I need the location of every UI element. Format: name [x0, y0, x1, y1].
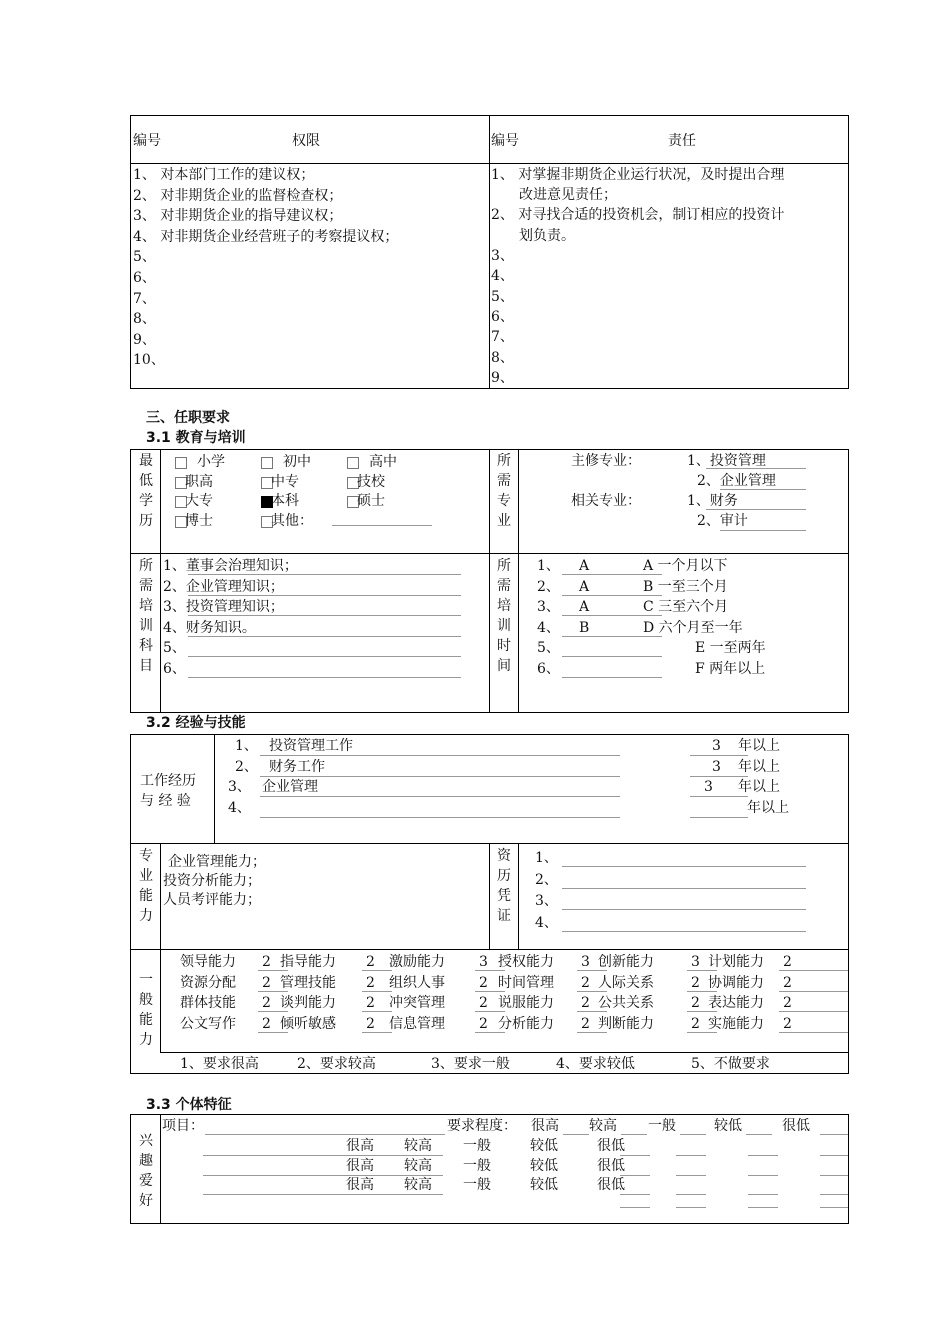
- education-option-label: 其他：: [271, 512, 313, 529]
- ability-level: 2: [691, 1015, 700, 1032]
- interest-level: 较低: [530, 1177, 558, 1193]
- underline: [203, 1194, 443, 1195]
- label-char: 历: [139, 513, 153, 529]
- ability-name: 公共关系: [598, 995, 654, 1011]
- ability-level: 2: [366, 1015, 375, 1032]
- underline: [203, 1155, 443, 1156]
- underline: [205, 1134, 445, 1135]
- authority-item: 4、 对非期货企业经营班子的考察提议权；: [133, 228, 399, 245]
- authority-item: 2、 对非期货企业的监督检查权；: [133, 187, 343, 204]
- training-time-num: 4、: [537, 619, 560, 636]
- authority-item: 1、 对本部门工作的建议权；: [133, 167, 315, 183]
- major-underline: [706, 468, 806, 469]
- label-char: 时: [497, 638, 511, 654]
- label-char: 凭: [497, 888, 511, 904]
- education-option-label: 初中: [283, 454, 311, 470]
- training-time-legend: A 一个月以下: [643, 558, 728, 574]
- resp-item: 4、: [491, 268, 514, 285]
- resp-item: 9、: [491, 369, 514, 386]
- underline: [779, 991, 809, 992]
- underline: [562, 574, 662, 575]
- ability-level: 2: [479, 974, 488, 991]
- underline: [563, 1134, 589, 1135]
- underline: [562, 656, 662, 657]
- training-time-legend: F 两年以上: [695, 660, 766, 677]
- major-underline: [706, 509, 806, 510]
- exp-col: [214, 734, 215, 843]
- underline: [779, 1011, 809, 1012]
- label-char: 间: [497, 658, 511, 674]
- resp-item: 5、: [491, 288, 514, 305]
- underline: [258, 991, 288, 992]
- underline: [820, 1194, 848, 1195]
- ability-legend-item: 1、要求很高: [180, 1056, 259, 1072]
- label-char: 趣: [139, 1153, 153, 1169]
- underline: [577, 970, 607, 971]
- training-time-legend: C 三至六个月: [643, 599, 729, 615]
- ability-name: 公文写作: [180, 1015, 236, 1032]
- underline: [676, 1194, 706, 1195]
- ability-name: 人际关系: [598, 974, 654, 991]
- major-underline: [720, 489, 806, 490]
- section-3-1: 3.1 教育与培训: [146, 430, 246, 446]
- underline: [687, 1032, 717, 1033]
- underline: [620, 1207, 650, 1208]
- exp-divider: [130, 949, 849, 950]
- training-time-value: A: [579, 558, 590, 574]
- underline: [260, 776, 620, 777]
- resp-item: 8、: [491, 349, 514, 366]
- underline: [188, 656, 461, 657]
- education-option-label: 高中: [369, 454, 397, 470]
- related-major-2: 2、审计: [697, 513, 748, 529]
- underline: [258, 1011, 288, 1012]
- label-char: 需: [497, 473, 511, 489]
- underline: [562, 636, 662, 637]
- ability-name: 组织人事: [389, 974, 445, 991]
- ability-name: 信息管理: [389, 1015, 445, 1032]
- exp-divider: [160, 1052, 849, 1053]
- education-option-label: 职高: [185, 473, 213, 490]
- ability-level: 2: [479, 995, 488, 1011]
- underline: [562, 888, 806, 889]
- underline: [806, 1032, 848, 1033]
- underline: [820, 1207, 848, 1208]
- training-time-value: A: [579, 578, 590, 595]
- cert-item: 2、: [535, 871, 558, 888]
- underline: [577, 1032, 607, 1033]
- interest-level: 很低: [597, 1138, 625, 1154]
- training-time-legend: B 一至三个月: [643, 578, 728, 595]
- ability-legend-item: 5、不做要求: [691, 1056, 770, 1072]
- interest-level: 很高: [346, 1157, 374, 1174]
- work-item-text: 企业管理: [262, 779, 318, 795]
- underline: [475, 970, 505, 971]
- work-item-text: 投资管理工作: [269, 738, 353, 754]
- underline: [820, 1175, 848, 1176]
- header-num-right: 编号: [491, 133, 519, 149]
- authority-item: 8、: [133, 311, 156, 328]
- training-time-num: 2、: [537, 578, 560, 595]
- underline: [188, 677, 461, 678]
- cert-item: 1、: [535, 850, 558, 866]
- work-item-num: 3、: [228, 779, 251, 795]
- training-time-legend: D 六个月至一年: [643, 619, 743, 636]
- label-char: 爱: [139, 1173, 153, 1189]
- underline: [620, 1155, 650, 1156]
- ability-level: 2: [581, 995, 590, 1011]
- work-label: 与 经 验: [140, 793, 191, 809]
- training-subject: 4、财务知识。: [163, 619, 256, 636]
- resp-item: 3、: [491, 248, 514, 264]
- label-char: 学: [139, 493, 153, 509]
- education-checkbox[interactable]: [347, 457, 359, 469]
- ability-name: 时间管理: [498, 974, 554, 991]
- ability-legend-item: 3、要求一般: [431, 1056, 510, 1072]
- underline: [362, 1011, 392, 1012]
- training-time-num: 1、: [537, 558, 560, 574]
- underline: [806, 970, 848, 971]
- prof-item: 企业管理能力；: [168, 854, 266, 870]
- ability-level: 2: [366, 954, 375, 970]
- underline: [260, 755, 620, 756]
- label-char: 科: [139, 638, 153, 654]
- ability-level: 2: [783, 954, 792, 970]
- work-item-suffix: 年以上: [738, 779, 780, 795]
- underline: [577, 1011, 607, 1012]
- interest-level-header: 较低: [714, 1118, 742, 1134]
- training-time-num: 6、: [537, 660, 560, 677]
- underline: [562, 615, 662, 616]
- header-authority: 权限: [292, 133, 320, 149]
- underline: [203, 1175, 443, 1176]
- label-char: 低: [139, 473, 153, 489]
- underline: [188, 595, 461, 596]
- education-option-label: 大专: [185, 493, 213, 509]
- label-char: 需: [139, 578, 153, 594]
- underline: [676, 1155, 706, 1156]
- underline: [577, 991, 607, 992]
- prof-item: 投资分析能力；: [163, 873, 261, 889]
- training-time-value: A: [579, 599, 590, 615]
- education-option-label: 小学: [197, 454, 225, 470]
- label-char: 培: [497, 598, 511, 614]
- ability-name: 资源分配: [180, 974, 236, 991]
- ability-name: 管理技能: [280, 974, 336, 991]
- main-major-label: 主修专业：: [571, 453, 641, 469]
- interest-level: 很高: [346, 1177, 374, 1193]
- underline: [690, 755, 748, 756]
- label-char: 所: [139, 558, 153, 574]
- interest-level: 很高: [346, 1138, 374, 1154]
- section-3-2: 3.2 经验与技能: [146, 715, 246, 731]
- education-checkbox[interactable]: [175, 457, 187, 469]
- underline: [690, 796, 748, 797]
- ability-level: 2: [581, 1015, 590, 1032]
- authority-item: 9、: [133, 331, 156, 348]
- exp-col: [160, 843, 161, 949]
- exp-col: [489, 843, 490, 949]
- label-char: 专: [139, 848, 153, 864]
- label-char: 资: [497, 848, 511, 864]
- ability-name: 创新能力: [598, 954, 654, 970]
- underline: [620, 1194, 650, 1195]
- ability-level: 2: [366, 995, 375, 1011]
- ability-level: 2: [783, 974, 792, 991]
- work-item-num: 2、: [235, 758, 258, 775]
- main-major-1: 1、投资管理: [687, 453, 766, 469]
- header-num-left: 编号: [133, 133, 161, 149]
- interest-level-header: 很低: [782, 1118, 810, 1134]
- training-subject: 2、企业管理知识；: [163, 578, 284, 595]
- work-item-years: 3: [704, 779, 713, 795]
- underline: [475, 1011, 505, 1012]
- ability-name: 授权能力: [498, 954, 554, 970]
- interest-level: 一般: [463, 1157, 491, 1174]
- ability-name: 说服能力: [498, 995, 554, 1011]
- training-subject: 6、: [163, 660, 186, 677]
- cert-item: 3、: [535, 893, 558, 910]
- ability-level: 2: [262, 974, 271, 991]
- ability-level: 2: [262, 954, 271, 970]
- underline: [680, 1134, 706, 1135]
- underline: [562, 931, 806, 932]
- label-char: 力: [139, 908, 153, 924]
- ability-level: 3: [691, 954, 700, 970]
- education-option-label: 中专: [271, 473, 299, 490]
- underline: [621, 1134, 647, 1135]
- underline: [260, 796, 620, 797]
- header-responsibility: 责任: [668, 133, 696, 149]
- interest-level: 一般: [463, 1138, 491, 1154]
- ability-name: 群体技能: [180, 995, 236, 1011]
- ability-name: 表达能力: [708, 995, 764, 1011]
- training-subject: 3、投资管理知识；: [163, 599, 284, 615]
- major-underline: [720, 530, 806, 531]
- training-subject: 1、董事会治理知识；: [163, 558, 298, 574]
- work-label: 工作经历: [140, 773, 196, 789]
- training-time-value: B: [579, 619, 590, 636]
- section-3-3: 3.3 个体特征: [146, 1097, 232, 1113]
- label-char: 一: [139, 972, 153, 988]
- interest-level: 较低: [530, 1157, 558, 1174]
- label-char: 专: [497, 493, 511, 509]
- label-char: 证: [497, 908, 511, 924]
- ability-name: 协调能力: [708, 974, 764, 991]
- label-char: 兴: [139, 1133, 153, 1149]
- section-title: 三、任职要求: [146, 410, 230, 426]
- underline: [779, 970, 809, 971]
- education-option-label: 技校: [357, 473, 385, 490]
- work-item-text: 财务工作: [269, 758, 325, 775]
- work-item-suffix: 年以上: [738, 738, 780, 754]
- ability-name: 分析能力: [498, 1015, 554, 1032]
- resp-item: 2、 对寻找合适的投资机会，制订相应的投资计: [491, 207, 785, 223]
- label-char: 业: [497, 513, 511, 529]
- related-major-label: 相关专业：: [571, 493, 641, 509]
- authority-item: 3、 对非期货企业的指导建议权；: [133, 208, 343, 225]
- other-underline: [332, 525, 432, 526]
- authority-item: 6、: [133, 270, 156, 286]
- ability-name: 领导能力: [180, 954, 236, 970]
- ability-legend-item: 2、要求较高: [297, 1056, 376, 1072]
- ability-level: 3: [479, 954, 488, 970]
- underline: [188, 615, 461, 616]
- label-char: 目: [139, 658, 153, 674]
- interest-level: 较高: [404, 1177, 432, 1193]
- ability-name: 计划能力: [708, 954, 764, 970]
- interest-level-header: 很高: [531, 1118, 559, 1134]
- ability-level: 2: [479, 1015, 488, 1032]
- exp-col: [160, 949, 161, 1052]
- underline: [188, 636, 461, 637]
- underline: [687, 991, 717, 992]
- underline: [748, 1207, 778, 1208]
- interest-level: 较低: [530, 1138, 558, 1154]
- authority-item: 7、: [133, 290, 156, 307]
- ability-name: 激励能力: [389, 954, 445, 970]
- underline: [779, 1032, 809, 1033]
- training-time-num: 5、: [537, 640, 560, 656]
- training-time-num: 3、: [537, 599, 560, 615]
- ability-level: 2: [783, 1015, 792, 1032]
- interest-level: 较高: [404, 1138, 432, 1154]
- underline: [676, 1207, 706, 1208]
- ability-level: 2: [262, 995, 271, 1011]
- ability-name: 冲突管理: [389, 995, 445, 1011]
- resp-item: 7、: [491, 329, 514, 346]
- ability-level: 2: [783, 995, 792, 1011]
- underline: [806, 991, 848, 992]
- edu-col: [518, 449, 519, 713]
- label-char: 培: [139, 598, 153, 614]
- resp-item: 1、 对掌握非期货企业运行状况，及时提出合理: [491, 167, 785, 183]
- label-char: 所: [497, 558, 511, 574]
- authority-item: 5、: [133, 249, 156, 266]
- underline: [620, 1175, 650, 1176]
- edu-col: [489, 449, 490, 713]
- education-checkbox[interactable]: [261, 457, 273, 469]
- underline: [475, 991, 505, 992]
- exp-col: [518, 843, 519, 949]
- resp-item: 改进意见责任；: [519, 187, 617, 203]
- label-char: 好: [139, 1193, 153, 1209]
- related-major-1: 1、财务: [687, 493, 738, 509]
- underline: [562, 866, 806, 867]
- underline: [676, 1175, 706, 1176]
- label-char: 需: [497, 578, 511, 594]
- underline: [746, 1134, 772, 1135]
- ability-level: 2: [691, 995, 700, 1011]
- ability-level: 2: [691, 974, 700, 991]
- underline: [748, 1194, 778, 1195]
- ability-level: 2: [366, 974, 375, 991]
- education-option-label: 硕士: [357, 493, 385, 509]
- underline: [475, 1032, 505, 1033]
- underline: [562, 595, 662, 596]
- label-char: 历: [497, 868, 511, 884]
- ability-level: 3: [581, 954, 590, 970]
- work-item-suffix: 年以上: [747, 799, 789, 816]
- interest-item-label: 项目：: [162, 1118, 204, 1134]
- authority-table-mid: [489, 115, 490, 389]
- underline: [690, 817, 748, 818]
- cert-item: 4、: [535, 914, 558, 931]
- training-time-legend: E 一至两年: [695, 640, 766, 656]
- work-item-years: 3: [712, 758, 721, 775]
- interest-level: 很低: [597, 1157, 625, 1174]
- interest-level-header: 较高: [589, 1118, 617, 1134]
- education-option-label: 本科: [271, 493, 299, 509]
- underline: [258, 970, 288, 971]
- ability-level: 2: [581, 974, 590, 991]
- work-item-suffix: 年以上: [738, 758, 780, 775]
- underline: [748, 1175, 778, 1176]
- interest-level-header: 一般: [648, 1118, 676, 1134]
- label-char: 训: [139, 618, 153, 634]
- prof-item: 人员考评能力；: [163, 892, 261, 908]
- underline: [687, 1011, 717, 1012]
- underline: [188, 574, 461, 575]
- ability-legend-item: 4、要求较低: [556, 1056, 635, 1072]
- edu-col: [160, 449, 161, 713]
- underline: [362, 991, 392, 992]
- ability-name: 倾听敏感: [280, 1015, 336, 1032]
- interest-level: 很低: [597, 1177, 625, 1193]
- education-option-label: 博士: [185, 512, 213, 529]
- label-char: 能: [139, 888, 153, 904]
- label-char: 般: [139, 992, 153, 1008]
- ability-name: 判断能力: [598, 1015, 654, 1032]
- interest-level: 一般: [463, 1177, 491, 1193]
- ability-name: 谈判能力: [280, 995, 336, 1011]
- ability-level: 2: [262, 1015, 271, 1032]
- work-item-years: 3: [712, 738, 721, 754]
- label-char: 业: [139, 868, 153, 884]
- resp-item: 6、: [491, 308, 514, 325]
- label-char: 最: [139, 453, 153, 469]
- underline: [820, 1155, 848, 1156]
- work-item-num: 1、: [235, 738, 258, 754]
- ability-name: 实施能力: [708, 1015, 764, 1032]
- training-subject: 5、: [163, 640, 186, 656]
- main-major-2: 2、企业管理: [697, 473, 776, 489]
- underline: [258, 1032, 288, 1033]
- underline: [748, 1155, 778, 1156]
- resp-item: 划负责。: [519, 228, 575, 244]
- work-item-num: 4、: [228, 799, 251, 816]
- label-char: 力: [139, 1032, 153, 1048]
- underline: [562, 677, 662, 678]
- interest-level: 较高: [404, 1157, 432, 1174]
- label-char: 所: [497, 453, 511, 469]
- underline: [687, 970, 717, 971]
- underline: [690, 776, 748, 777]
- underline: [820, 1134, 848, 1135]
- interest-req-label: 要求程度：: [447, 1118, 517, 1134]
- label-char: 训: [497, 618, 511, 634]
- label-char: 能: [139, 1012, 153, 1028]
- underline: [562, 909, 806, 910]
- interest-col: [160, 1114, 161, 1224]
- underline: [362, 1032, 392, 1033]
- ability-name: 指导能力: [280, 954, 336, 970]
- underline: [260, 817, 620, 818]
- authority-item: 10、: [133, 352, 165, 369]
- underline: [806, 1011, 848, 1012]
- underline: [362, 970, 392, 971]
